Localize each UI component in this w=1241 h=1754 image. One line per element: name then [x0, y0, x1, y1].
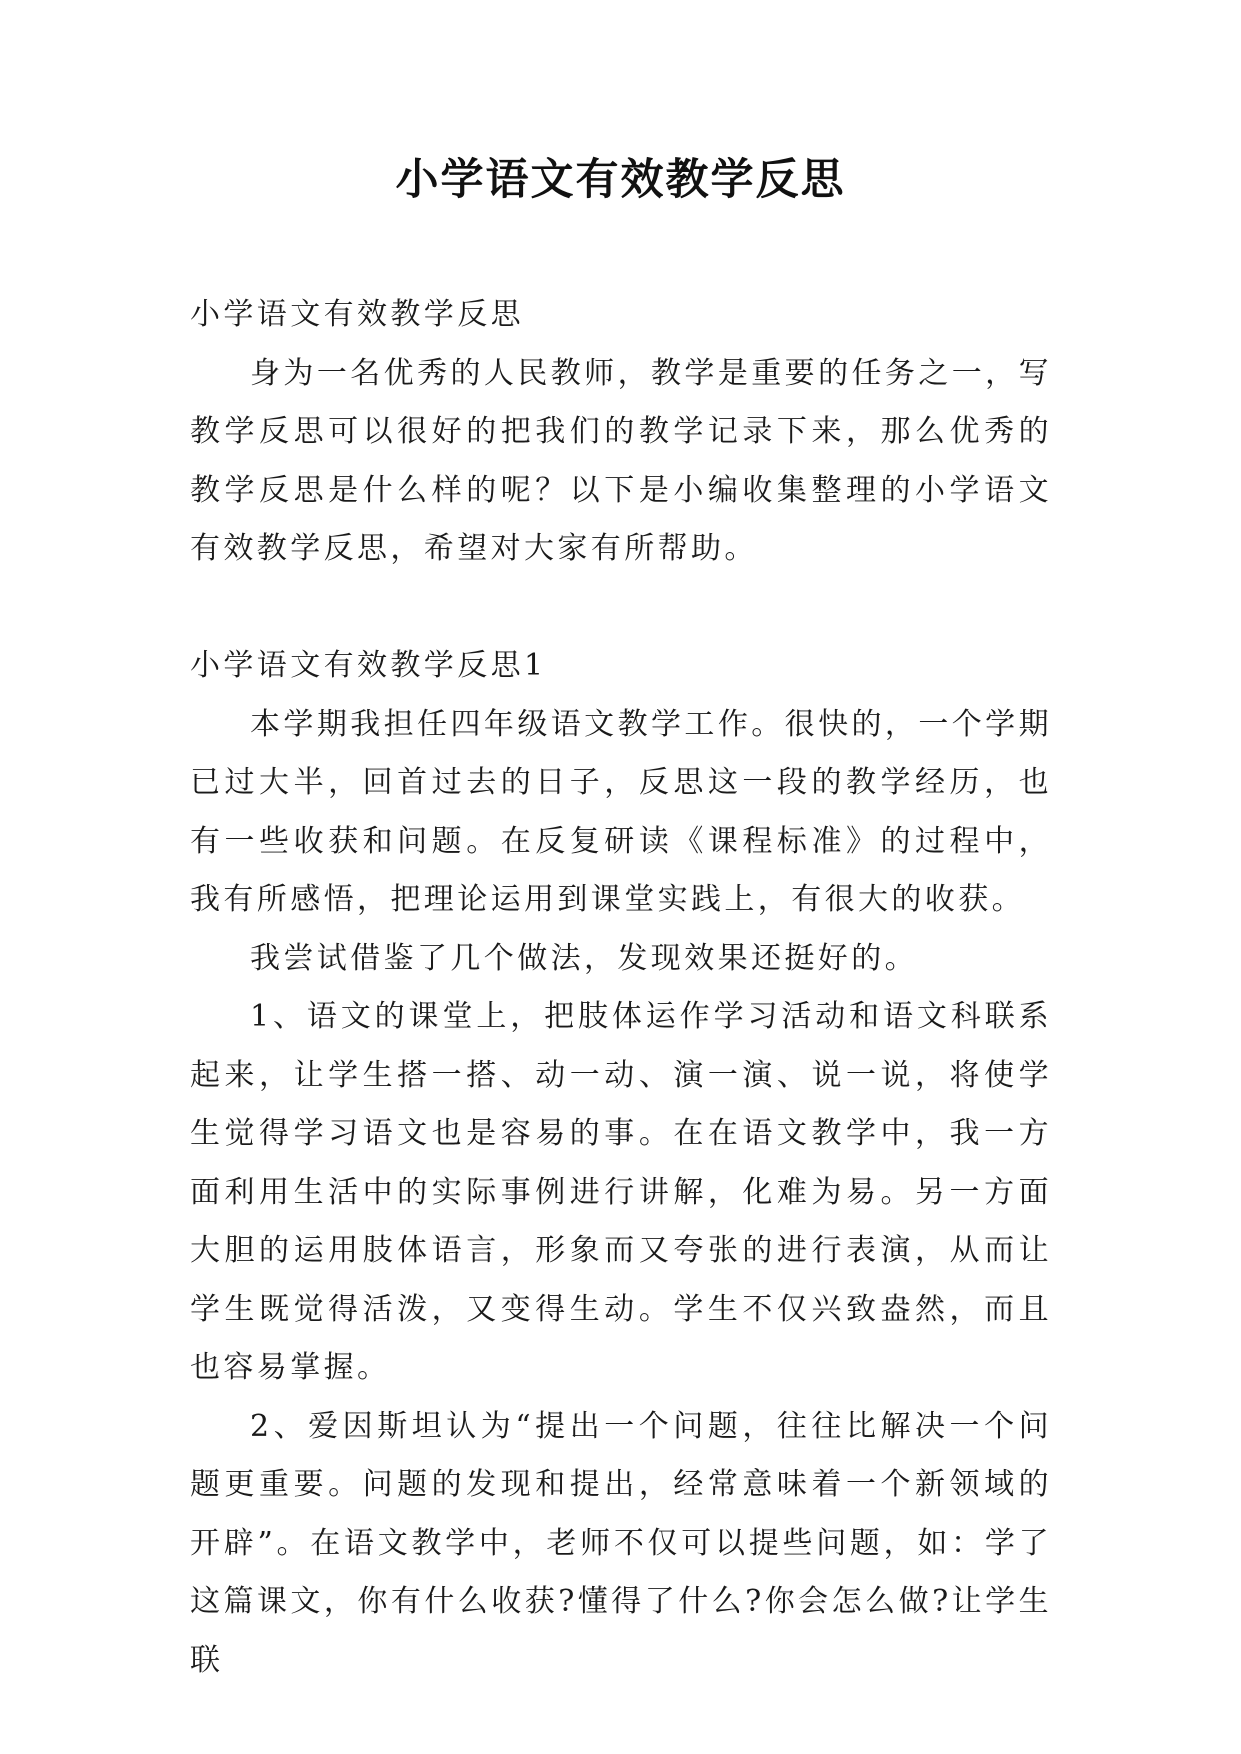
section-spacer: [190, 579, 1052, 638]
section-heading: 小学语文有效教学反思1: [190, 648, 547, 683]
body-paragraph: 我尝试借鉴了几个做法，发现效果还挺好的。: [250, 940, 918, 976]
body-paragraph: 本学期我担任四年级语文教学工作。很快的，一个学期已过大半，回首过去的日子，反思这一段的教学经历，也有一些收获和问题。在反复研读《课程标准》的过程中，我有所感悟，把理论运用到课堂实践上，有很大的收获。: [190, 706, 1052, 917]
document-title: 小学语文有效教学反思: [395, 155, 846, 205]
document-subtitle: 小学语文有效教学反思: [190, 297, 524, 332]
intro-paragraph: 身为一名优秀的人民教师，教学是重要的任务之一，写教学反思可以很好的把我们的教学记录下来，那么优秀的教学反思是什么样的呢？以下是小编收集整理的小学语文有效教学反思，希望对大家有所帮助。: [190, 355, 1052, 566]
document-body: [190, 286, 1052, 1690]
body-paragraph: 1、语文的课堂上，把肢体运作学习活动和语文科联系起来，让学生搭一搭、动一动、演一演、说一说，将使学生觉得学习语文也是容易的事。在在语文教学中，我一方面利用生活中的实际事例进行讲解，化难为易。另一方面大胆的运用肢体语言，形象而又夸张的进行表演，从而让学生既觉得活泼，又变得生动。学生不仅兴致盎然，而且也容易掌握。: [190, 999, 1052, 1385]
body-paragraph: 2、爱因斯坦认为“提出一个问题，往往比解决一个问题更重要。问题的发现和提出，经常意味着一个新领域的开辟”。在语文教学中，老师不仅可以提些问题，如：学了这篇课文，你有什么收获?懂得了什么?你会怎么做?让学生联: [190, 1408, 1052, 1678]
